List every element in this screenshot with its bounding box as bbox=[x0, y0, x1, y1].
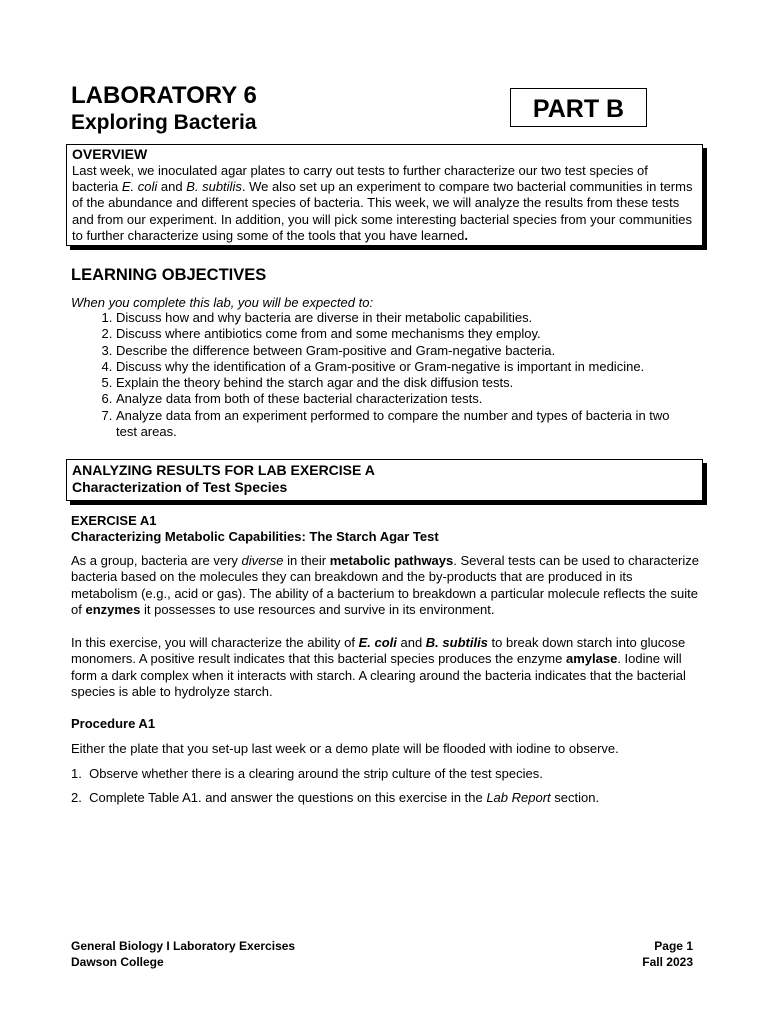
analyzing-subheading: Characterization of Test Species bbox=[72, 479, 288, 495]
text-part: . Several tests can be used to characterize bacteria based on the molecules they can breakdown and the by-products that are produced in its metabolism (e.g., acid or gas). The ability of a bacterium to breakdown a particular molecule reflects the suite of bbox=[71, 553, 699, 617]
text-part: and bbox=[396, 635, 426, 650]
procedure-step-2 bbox=[71, 790, 599, 805]
objective-item: 7. Analyze data from an experiment performed to compare the number and types of bacteria in two test areas. bbox=[116, 408, 691, 441]
text-part: to break down starch into glucose monomers. A positive result indicates that this bacterial species produces the enzyme bbox=[71, 635, 686, 667]
species-ecoli: E. coli bbox=[121, 179, 158, 195]
lab-title: LABORATORY 6 bbox=[71, 82, 257, 109]
overview-box bbox=[66, 144, 703, 246]
overview-text-part: and bbox=[157, 179, 187, 195]
exercise-title-part: : The Starch Agar Test bbox=[301, 529, 439, 544]
objectives-list bbox=[71, 310, 691, 440]
species-ecoli: E. coli bbox=[358, 635, 397, 650]
footer-course: General Biology I Laboratory Exercises bbox=[71, 939, 296, 953]
overview-heading: OVERVIEW bbox=[72, 146, 148, 162]
text-part: . Iodine will form a dark complex when it interacts with starch. A clearing around the bacteria indicates that the bacterial species is able to hydrolyze starch. bbox=[71, 651, 686, 699]
exercise-paragraph-1 bbox=[71, 553, 701, 618]
learning-objectives-heading: LEARNING OBJECTIVES bbox=[71, 266, 267, 284]
step-text: section. bbox=[550, 790, 600, 805]
bold-enzymes: enzymes bbox=[85, 601, 141, 617]
emphasis-diverse: diverse bbox=[241, 553, 284, 568]
overview-text-part: Last week, we inoculated agar plates to carry out tests to further characterize our two test species of bacteria bbox=[72, 163, 648, 195]
objectives-intro: When you complete this lab, you will be expected to: bbox=[71, 295, 374, 310]
step-text: Observe whether there is a clearing around the strip culture of the test species. bbox=[89, 766, 543, 781]
text-part: As a group, bacteria are very bbox=[71, 553, 242, 568]
step-number: 2. bbox=[71, 790, 82, 805]
species-bsubtilis: B. subtilis bbox=[186, 179, 242, 195]
exercise-title-part: Characterizing Metabolic Capabilities bbox=[71, 529, 302, 544]
step-text: Complete Table A1. and answer the questions on this exercise in the bbox=[89, 790, 487, 805]
objective-item: 4. Discuss why the identification of a Gram-positive or Gram-negative is important in medicine. bbox=[116, 359, 691, 375]
exercise-title bbox=[71, 529, 439, 545]
objective-item: 5. Explain the theory behind the starch agar and the disk diffusion tests. bbox=[116, 375, 691, 391]
species-bsubtilis: B. subtilis bbox=[425, 635, 488, 650]
overview-text-part: . We also set up an experiment to compare two bacterial communities in terms of the abundance and different species of bacteria. This week, we will analyze the results from these tests and from our experiment. In addition, you will pick some interesting bacterial species from your communities to further characterize using some of the tools that you have learned bbox=[72, 179, 693, 243]
part-label-box: PART B bbox=[510, 88, 647, 127]
text-part: In this exercise, you will characterize the ability of bbox=[71, 635, 359, 650]
bold-amylase: amylase bbox=[565, 651, 618, 667]
lab-subtitle: Exploring Bacteria bbox=[71, 111, 257, 134]
objective-item: 1. Discuss how and why bacteria are diverse in their metabolic capabilities. bbox=[116, 310, 691, 326]
exercise-paragraph-2 bbox=[71, 635, 701, 700]
procedure-intro: Either the plate that you set-up last week or a demo plate will be flooded with iodine to observe. bbox=[71, 741, 619, 756]
objective-item: 3. Describe the difference between Gram-positive and Gram-negative bacteria. bbox=[116, 343, 691, 359]
text-part: it possesses to use resources and survive in its environment. bbox=[140, 601, 495, 617]
footer-term: Fall 2023 bbox=[642, 955, 693, 969]
overview-period: . bbox=[464, 227, 469, 243]
procedure-heading: Procedure A1 bbox=[71, 716, 156, 731]
exercise-header bbox=[71, 513, 439, 545]
footer-college: Dawson College bbox=[71, 955, 164, 969]
analyzing-results-box bbox=[66, 459, 703, 501]
footer-right bbox=[642, 938, 693, 970]
lab-report-reference: Lab Report bbox=[486, 790, 551, 805]
text-part: in their bbox=[283, 553, 330, 568]
exercise-label: EXERCISE A1 bbox=[71, 513, 157, 528]
objective-item: 2. Discuss where antibiotics come from and some mechanisms they employ. bbox=[116, 326, 691, 342]
footer-page-number: Page 1 bbox=[654, 939, 693, 953]
overview-text bbox=[72, 163, 697, 244]
bold-metabolic-pathways: metabolic pathways bbox=[329, 553, 454, 568]
analyzing-heading: ANALYZING RESULTS FOR LAB EXERCISE A bbox=[72, 462, 375, 478]
footer-left bbox=[71, 938, 295, 970]
procedure-step-1 bbox=[71, 766, 543, 781]
objective-item: 6. Analyze data from both of these bacterial characterization tests. bbox=[116, 391, 691, 407]
step-number: 1. bbox=[71, 766, 82, 781]
